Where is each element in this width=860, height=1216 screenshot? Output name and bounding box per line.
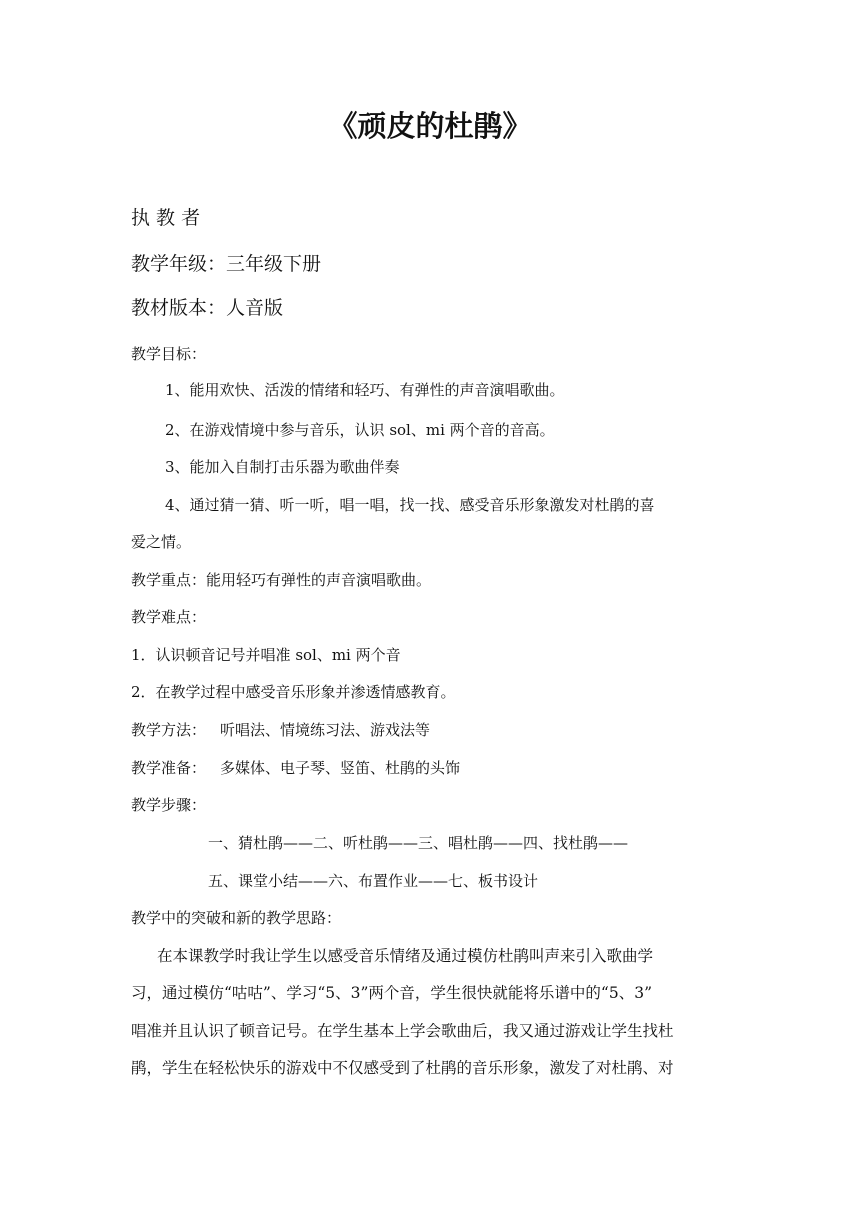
objective-item: 3、能加入自制打击乐器为歌曲伴奏 <box>165 458 400 476</box>
steps-item: 一、猜杜鹃——二、听杜鹃——三、唱杜鹃——四、找杜鹃—— <box>208 834 629 852</box>
key-point: 教学重点：能用轻巧有弹性的声音演唱歌曲。 <box>131 571 432 589</box>
methods-label: 教学方法： <box>131 721 207 739</box>
methods-line <box>131 719 430 741</box>
preparation-value: 多媒体、电子琴、竖笛、杜鹃的头饰 <box>220 759 461 777</box>
ideas-line: 习，通过模仿“咕咕”、学习“5、3”两个音，学生很快就能将乐谱中的“5、3” <box>131 984 652 1002</box>
difficulty-item: 1．认识顿音记号并唱准 sol、mi 两个音 <box>131 646 401 664</box>
ideas-heading: 教学中的突破和新的教学思路： <box>131 909 342 927</box>
ideas-line: 在本课教学时我让学生以感受音乐情绪及通过模仿杜鹃叫声来引入歌曲学 <box>157 947 654 965</box>
preparation-line <box>131 757 460 779</box>
grade-line: 教学年级：三年级下册 <box>131 253 322 275</box>
preparation-label: 教学准备： <box>131 759 207 777</box>
objective-item: 4、通过猜一猜、听一听，唱一唱，找一找、感受音乐形象激发对杜鹃的喜 <box>165 496 655 514</box>
methods-value: 听唱法、情境练习法、游戏法等 <box>220 721 431 739</box>
ideas-line: 鹃，学生在轻松快乐的游戏中不仅感受到了杜鹃的音乐形象，激发了对杜鹃、对 <box>131 1059 674 1077</box>
teacher-line: 执 教 者 <box>131 207 201 229</box>
ideas-line: 唱准并且认识了顿音记号。在学生基本上学会歌曲后，我又通过游戏让学生找杜 <box>131 1022 674 1040</box>
steps-heading: 教学步骤： <box>131 796 207 814</box>
edition-line: 教材版本：人音版 <box>131 297 284 319</box>
document-title: 《顽皮的杜鹃》 <box>328 109 532 143</box>
difficulty-item: 2．在教学过程中感受音乐形象并渗透情感教育。 <box>131 683 456 701</box>
objective-item: 1、能用欢快、活泼的情绪和轻巧、有弹性的声音演唱歌曲。 <box>165 381 565 399</box>
steps-item: 五、课堂小结——六、布置作业——七、板书设计 <box>208 872 539 890</box>
objective-item: 2、在游戏情境中参与音乐，认识 sol、mi 两个音的音高。 <box>165 421 555 439</box>
objective-item-continued: 爱之情。 <box>131 533 192 551</box>
difficulty-heading: 教学难点： <box>131 608 207 626</box>
objectives-heading: 教学目标： <box>131 345 207 363</box>
